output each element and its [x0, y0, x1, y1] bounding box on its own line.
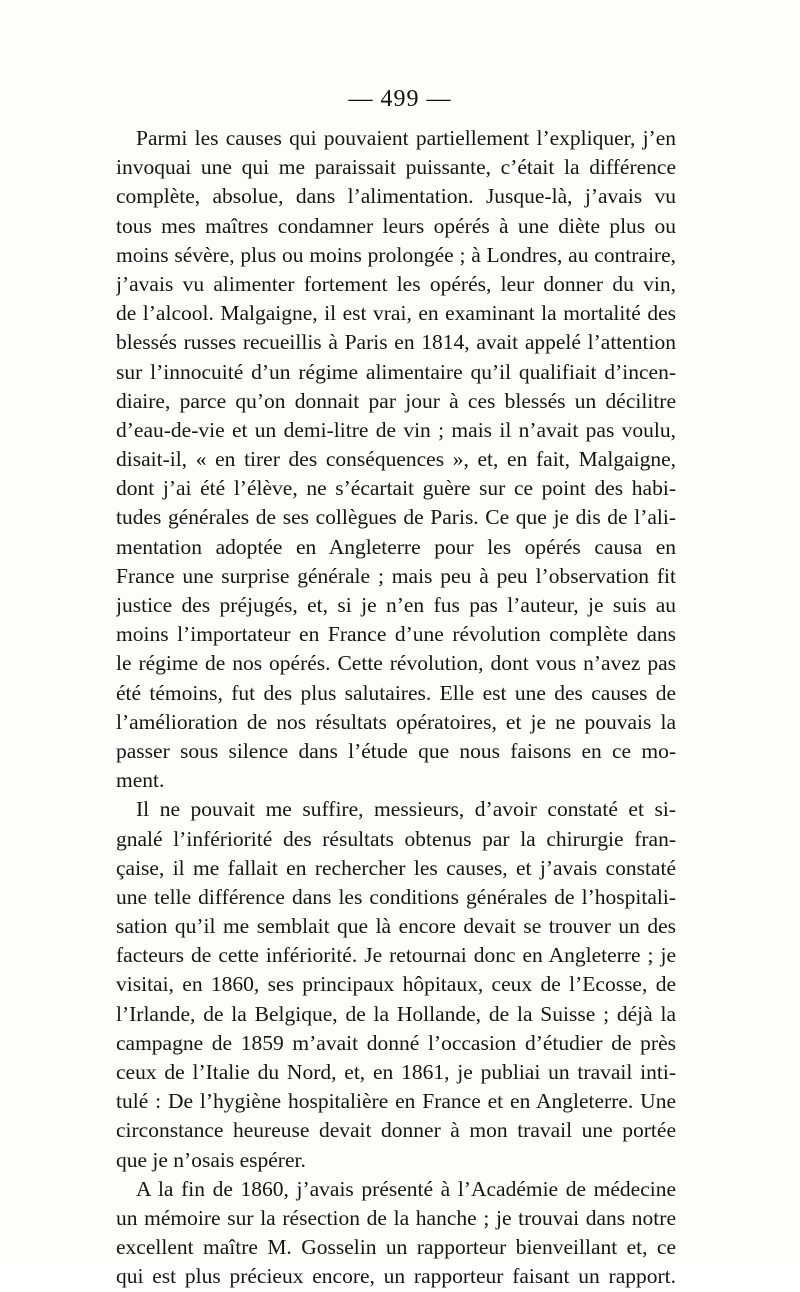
text-line: complète, absolue, dans l’alimentation. Jusque-là, j’avais vu	[116, 184, 676, 209]
text-line: çaise, il me fallait en rechercher les causes, et j’avais constaté	[116, 855, 676, 880]
text-line: dont j’ai été l’élève, ne s’écartait guère sur ce point des habi-	[116, 476, 676, 501]
text-line: le régime de nos opérés. Cette révolution, dont vous n’avez pas	[116, 651, 676, 676]
text-line: sation qu’il me semblait que là encore devait se trouver un des	[116, 914, 676, 939]
text-line: tulé : De l’hygiène hospitalière en France et en Angleterre. Une	[116, 1089, 676, 1114]
text-line: moins sévère, plus ou moins prolongée ; à Londres, au contraire,	[116, 242, 676, 267]
text-line: excellent maître M. Gosselin un rapporteur bienveillant et, ce	[116, 1235, 676, 1260]
text-line: qui est plus précieux encore, un rapporteur faisant un rapport.	[116, 1264, 676, 1289]
text-line: visitai, en 1860, ses principaux hôpitaux, ceux de l’Ecosse, de	[116, 972, 676, 997]
text-line: moins l’importateur en France d’une révolution complète dans	[116, 622, 676, 647]
text-line: ment.	[116, 768, 165, 793]
text-line: passer sous silence dans l’étude que nous faisons en ce mo-	[116, 738, 676, 763]
text-line: blessés russes recueillis à Paris en 1814, avait appelé l’attention	[116, 330, 676, 355]
paragraph-2	[116, 795, 676, 1174]
paragraph-1	[116, 124, 676, 795]
text-line: Parmi les causes qui pouvaient partiellement l’expliquer, j’en	[136, 126, 676, 150]
text-line: tous mes maîtres condamner leurs opérés à une diète plus ou	[116, 213, 676, 238]
text-line: circonstance heureuse devait donner à mon travail une portée	[116, 1118, 676, 1143]
text-line: diaire, parce qu’on donnait par jour à ces blessés un décilitre	[116, 388, 676, 413]
text-line: l’amélioration de nos résultats opératoires, et je ne pouvais la	[116, 709, 676, 734]
text-line: justice des préjugés, et, si je n’en fus pas l’auteur, je suis au	[116, 593, 676, 617]
text-line: mentation adoptée en Angleterre pour les opérés causa en	[116, 534, 676, 559]
text-line: de l’alcool. Malgaigne, il est vrai, en examinant la mortalité des	[116, 301, 676, 326]
text-line: l’Irlande, de la Belgique, de la Hollande, de la Suisse ; déjà la	[116, 1001, 676, 1026]
text-line: sur l’innocuité d’un régime alimentaire qu’il qualifiait d’incen-	[116, 359, 676, 384]
text-line: ceux de l’Italie du Nord, et, en 1861, je publiai un travail inti-	[116, 1060, 676, 1084]
text-line: un mémoire sur la résection de la hanche ; je trouvai dans notre	[116, 1205, 676, 1230]
text-line: invoquai une qui me paraissait puissante, c’était la différence	[116, 155, 676, 180]
page-number: — 499 —	[348, 86, 452, 112]
text-line: A la fin de 1860, j’avais présenté à l’Académie de médecine	[136, 1176, 676, 1201]
text-line: d’eau-de-vie et un demi-litre de vin ; mais il n’avait pas voulu,	[116, 417, 676, 442]
text-line: facteurs de cette infériorité. Je retournai donc en Angleterre ; je	[116, 943, 676, 968]
text-line: gnalé l’infériorité des résultats obtenus par la chirurgie fran-	[116, 826, 676, 851]
text-line: que je n’osais espérer.	[116, 1147, 306, 1172]
text-line: été témoins, fut des plus salutaires. Elle est une des causes de	[116, 680, 676, 705]
text-line: j’avais vu alimenter fortement les opérés, leur donner du vin,	[116, 271, 676, 296]
text-line: disait-il, « en tirer des conséquences », et, en fait, Malgaigne,	[116, 447, 676, 472]
text-line: campagne de 1859 m’avait donné l’occasion d’étudier de près	[116, 1030, 676, 1055]
text-line: France une surprise générale ; mais peu à peu l’observation fit	[116, 563, 676, 588]
text-line: tudes générales de ses collègues de Paris. Ce que je dis de l’ali-	[116, 505, 676, 530]
body-text	[116, 124, 676, 1292]
text-line: Il ne pouvait me suffire, messieurs, d’avoir constaté et si-	[136, 797, 676, 822]
paragraph-3	[116, 1175, 676, 1292]
text-line: une telle différence dans les conditions générales de l’hospitali-	[116, 884, 676, 909]
